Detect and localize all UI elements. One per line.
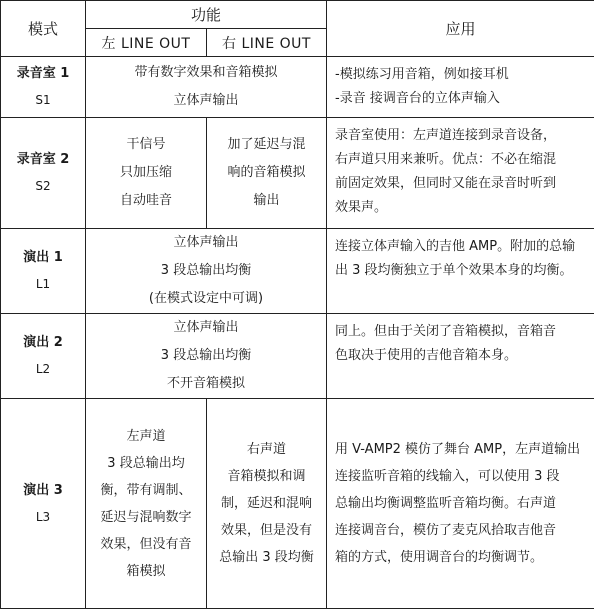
mode-name: 录音室 2	[1, 147, 85, 173]
header-left-line-out	[86, 29, 207, 57]
application-line: 连接调音台，模仿了麦克风拾取吉他音	[335, 517, 588, 544]
header-right-line-out-label: 右 LINE OUT	[222, 36, 311, 52]
application-line: -录音 接调音台的立体声输入	[335, 87, 588, 111]
header-mode: 模式	[1, 1, 86, 57]
mode-name: 录音室 1	[1, 61, 85, 87]
mode-code: S1	[1, 87, 85, 113]
function-line: 音箱模拟和调	[207, 463, 326, 490]
function-line: 立体声输出	[86, 87, 326, 115]
function-line: 总输出 3 段均衡	[207, 544, 326, 571]
function-line: 自动哇音	[86, 187, 206, 215]
function-line: 箱模拟	[86, 558, 206, 585]
table-row	[1, 57, 594, 118]
table-row	[1, 118, 594, 229]
application-cell	[327, 314, 594, 399]
function-line: 衡，带有调制、	[86, 477, 206, 504]
function-line: 3 段总输出均衡	[86, 342, 326, 370]
application-line: 连接立体声输入的吉他 AMP。附加的总输	[335, 235, 588, 259]
application-line: 连接监听音箱的线输入，可以使用 3 段	[335, 463, 588, 490]
header-application: 应用	[327, 1, 594, 57]
function-cell	[86, 229, 327, 314]
function-cell	[86, 314, 327, 399]
right-function-cell	[207, 118, 327, 229]
function-line: 立体声输出	[86, 314, 326, 342]
function-line: 带有数字效果和音箱模拟	[86, 59, 326, 87]
application-line: 总输出均衡调整监听音箱均衡。右声道	[335, 490, 588, 517]
left-function-cell	[86, 118, 207, 229]
mode-cell	[1, 314, 86, 399]
application-line: 箱的方式，使用调音台的均衡调节。	[335, 544, 588, 571]
application-line: 前固定效果，但同时又能在录音时听到	[335, 172, 588, 196]
header-right-line-out	[207, 29, 327, 57]
function-line: 加了延迟与混	[207, 131, 326, 159]
function-line: 只加压缩	[86, 159, 206, 187]
function-line: 右声道	[207, 436, 326, 463]
function-line: 输出	[207, 187, 326, 215]
mode-code: L3	[1, 504, 85, 530]
header-left-line-out-label: 左 LINE OUT	[102, 36, 191, 52]
mode-code: L2	[1, 356, 85, 382]
application-cell	[327, 118, 594, 229]
function-line: (在模式设定中可调)	[86, 285, 326, 313]
application-cell	[327, 399, 594, 609]
function-line: 响的音箱模拟	[207, 159, 326, 187]
application-line: 用 V-AMP2 模仿了舞台 AMP，左声道输出	[335, 436, 588, 463]
mode-code: S2	[1, 173, 85, 199]
function-line: 左声道	[86, 423, 206, 450]
mode-cell	[1, 229, 86, 314]
function-line: 立体声输出	[86, 229, 326, 257]
mode-name: 演出 3	[1, 478, 85, 504]
mode-cell	[1, 118, 86, 229]
application-line: 同上。但由于关闭了音箱模拟，音箱音	[335, 320, 588, 344]
mode-name: 演出 2	[1, 330, 85, 356]
function-line: 效果，但没有音	[86, 531, 206, 558]
mode-cell	[1, 399, 86, 609]
function-line: 制，延迟和混响	[207, 490, 326, 517]
left-function-cell	[86, 399, 207, 609]
application-line: 效果声。	[335, 196, 588, 220]
application-line: 色取决于使用的吉他音箱本身。	[335, 344, 588, 368]
mode-cell	[1, 57, 86, 118]
application-line: 录音室使用：左声道连接到录音设备，	[335, 124, 588, 148]
right-function-cell	[207, 399, 327, 609]
function-line: 3 段总输出均衡	[86, 257, 326, 285]
function-line: 3 段总输出均	[86, 450, 206, 477]
application-cell	[327, 229, 594, 314]
function-line: 延迟与混响数字	[86, 504, 206, 531]
mode-name: 演出 1	[1, 245, 85, 271]
application-line: 右声道只用来兼听。优点：不必在缩混	[335, 148, 588, 172]
application-cell	[327, 57, 594, 118]
header-row-top	[1, 1, 594, 29]
header-function: 功能	[86, 1, 327, 29]
function-line: 不开音箱模拟	[86, 370, 326, 398]
function-line: 干信号	[86, 131, 206, 159]
function-line: 效果，但是没有	[207, 517, 326, 544]
application-line: -模拟练习用音箱，例如接耳机	[335, 63, 588, 87]
table-row	[1, 314, 594, 399]
application-line: 出 3 段均衡独立于单个效果本身的均衡。	[335, 259, 588, 283]
table-row	[1, 229, 594, 314]
function-cell	[86, 57, 327, 118]
table-row	[1, 399, 594, 609]
mode-code: L1	[1, 271, 85, 297]
